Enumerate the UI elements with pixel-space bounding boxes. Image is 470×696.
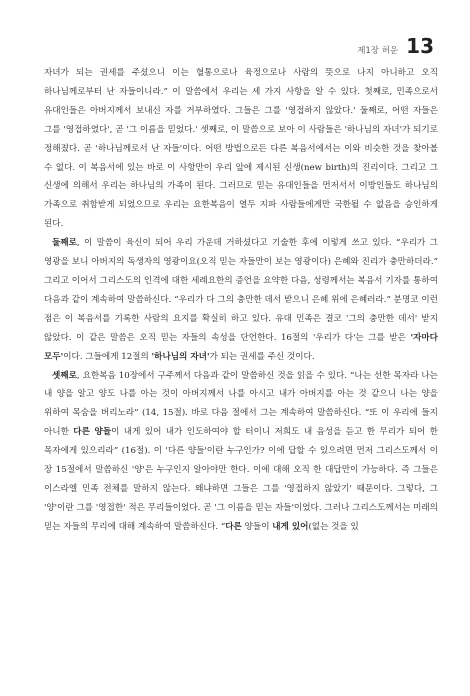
emphasis-text: 다른 bbox=[225, 521, 242, 532]
paragraph-1 bbox=[44, 64, 438, 234]
paragraph-text: (없는 것을 있 bbox=[308, 521, 359, 532]
emphasis-text: 내게 있어 bbox=[272, 521, 309, 532]
body-text bbox=[44, 64, 438, 537]
running-header-chapter-title: 제1장 허운 bbox=[357, 46, 399, 56]
paragraph-3 bbox=[44, 367, 438, 537]
paragraph-2 bbox=[44, 234, 438, 366]
paragraph-text: , 이 말씀이 육신이 되어 우리 가운데 거하셨다고 기술한 후에 이렇게 쓰고 있다. “우리가 그 영광을 보니 아버지의 독생자의 영광이요(오직 믿는 자들만이 보는 영광이다) 은혜와 진리가 충만하더라.” 그리고 이어서 그리스도의 인격에 대한 세례요한의 증언을 요약한 다음, 성령께서는 복음서 기자를 통하여 다음과 같이 계속하여 말씀하신다. “우리가 다 그의 충만한 데서 받으니 은혜 위에 은혜러라.” 분명코 이런 점은 이 복음서를 기록한 사람의 요지를 확실히 하고 있다. 유대 민족은 결코 '그의 충만한 데서' 받지 않았다. 이 같은 말씀은 오직 믿는 자들의 속성을 단언한다. 16절의 '우리가 다'는 그를 받은 bbox=[44, 238, 438, 343]
paragraph-text: 이 내게 있어 내가 인도하여야 할 터이니 저희도 내 음성을 듣고 한 무리가 되어 한 목자에게 있으리라” (16절). 이 '다른 양들'이란 누구인가? 이에 답할 수 있으려면 먼저 그리스도께서 이 장 15절에서 말씀하신 '양'은 누구인지 알아야만 한다. 이에 대해 오직 한 대답만이 가능하다. 즉 그들은 이스라엘 민족 전체를 말하지 않는다. 왜냐하면 그들은 그를 '영접하지 않았기' 때문이다. 그렇다, 그 '양'이란 그를 '영접한' 적은 무리들이었다. 곧 '그 이름을 믿는 자들'이었다. 그러나 그리스도께서는 미래의 믿는 자들의 무리에 대해 계속하여 말씀하신다. “ bbox=[44, 427, 438, 532]
emphasis-text: 셋째로 bbox=[52, 370, 77, 381]
emphasis-text: '자마다 모두' bbox=[44, 332, 438, 362]
paragraph-text: , 요한복음 10장에서 구주께서 다음과 같이 말씀하신 것을 읽을 수 있다. “나는 선한 목자라 나는 내 양을 알고 양도 나를 아는 것이 아버지께서 나를 아시고 내가 아버지를 아는 것 같으니 나는 양을 위하여 목숨을 버리노라” (14, 15절). 바로 다음 절에서 그는 계속하여 말씀하신다. “또 이 우리에 들지 아니한 bbox=[44, 370, 438, 438]
paragraph-text: 자녀가 되는 권세를 주셨으니 이는 혈통으로나 육정으로나 사람의 뜻으로 나지 아니하고 오직 하나님께로부터 난 자들이니라.” 이 말씀에서 우리는 세 가지 사항을 알 수 있다. 첫째로, 민족으로서 유대인들은 아버지께서 보내신 자를 거부하였다. 그들은 그를 '영접하지 않았다.' 둘째로, 어떤 자들은 그를 '영접하였다', 곧 '그 이름을 믿었다.' 셋째로, 이 말씀으로 보아 이 사람들은 '하나님의 자녀'가 되기로 정해졌다. 곧 '하나님께로서 난 자들'이다. 어떤 방법으로든 다른 복음서에서는 이와 비슷한 것을 찾아볼 수 없다. 이 복음서에 있는 바로 이 사항만이 우리 앞에 제시된 신생(new birth)의 진리이다. 그리고 그 신생에 의해서 우리는 하나님의 가족이 된다. 그러므로 믿는 유대인들을 먼저서서 이방인들도 하나님의 가족으로 취함받게 되었으므로 우리는 요한복음이 열두 지파 사람들에게만 국한될 수 없음을 승인하게 된다. bbox=[44, 68, 438, 230]
paragraph-text: 이다. 그들에게 12절의 bbox=[63, 351, 152, 362]
page-number: 13 bbox=[406, 34, 434, 58]
paragraph-text: 양들이 bbox=[241, 521, 273, 532]
emphasis-text: 둘째로 bbox=[52, 238, 77, 249]
page-header bbox=[357, 34, 434, 58]
emphasis-text: '하나님의 자녀' bbox=[151, 351, 210, 362]
emphasis-text: 다른 양들 bbox=[73, 427, 112, 438]
paragraph-text: 가 되는 권세를 주신 것이다. bbox=[209, 351, 315, 362]
